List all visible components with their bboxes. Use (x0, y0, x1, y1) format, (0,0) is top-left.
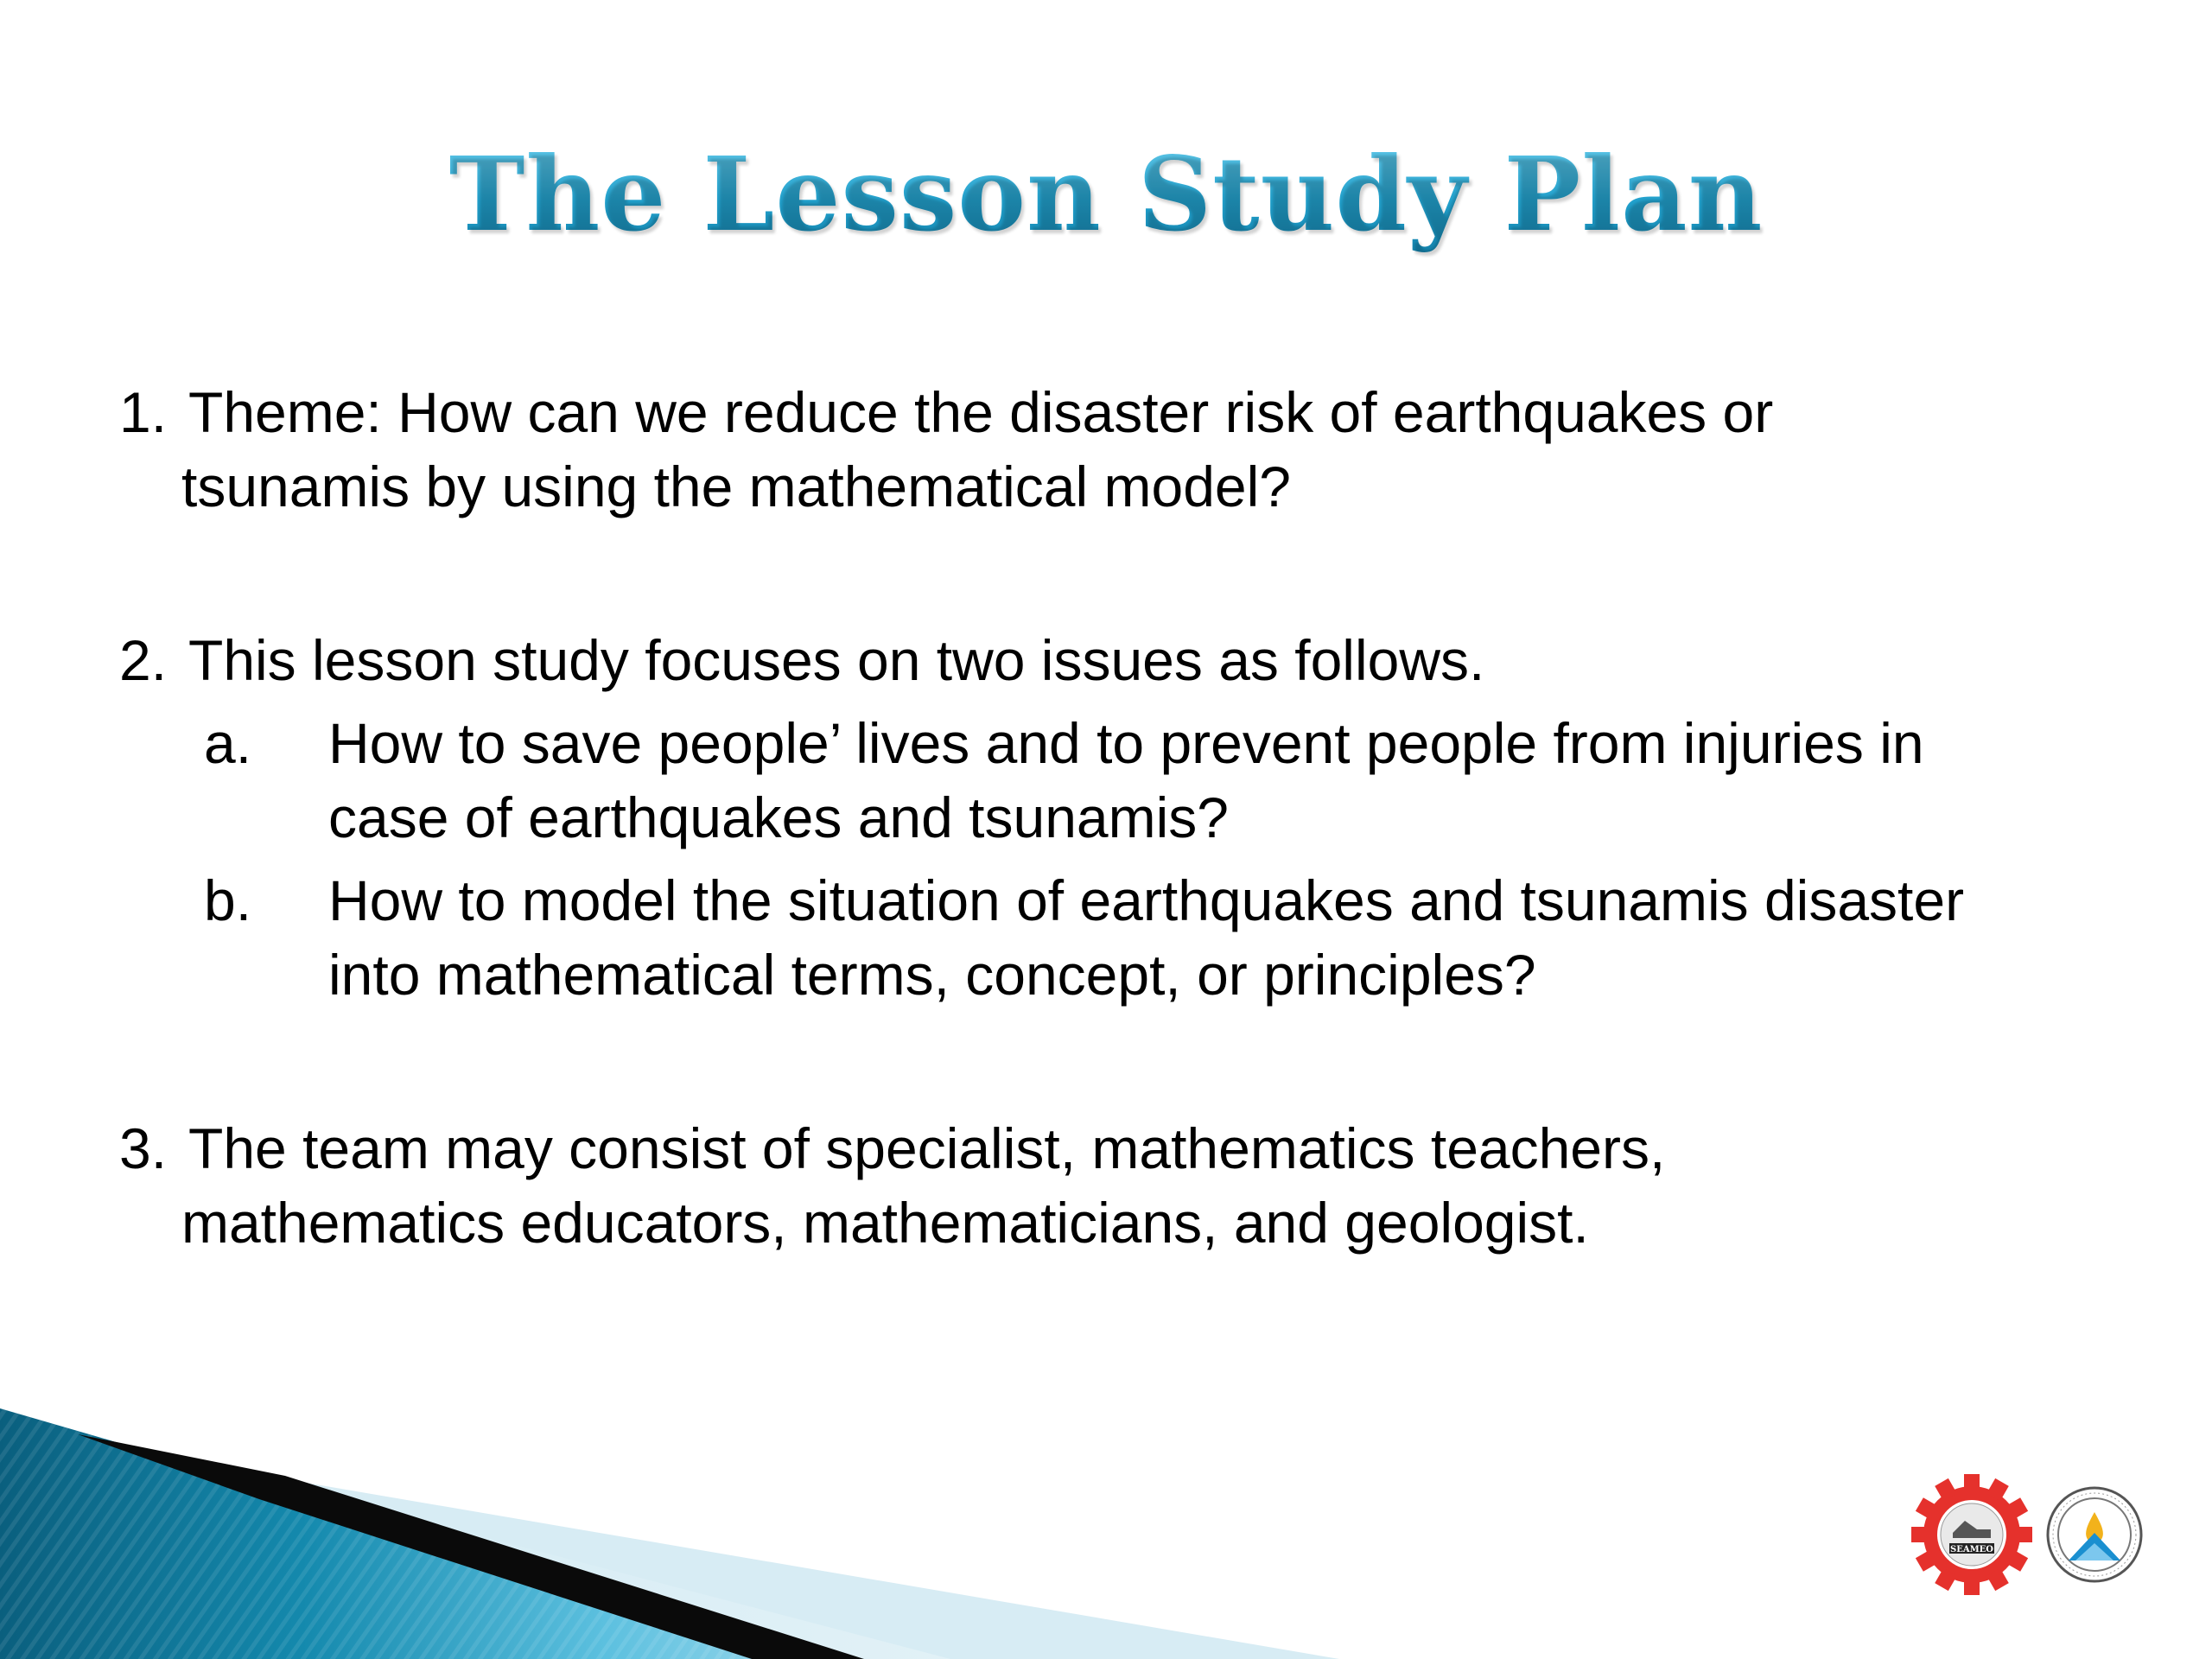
sub-item-text-line: How to model the situation of earthquakes and tsunamis disaster (328, 868, 1965, 932)
black-swoosh (78, 1434, 864, 1659)
list-item-text-line: tsunamis by using the mathematical model? (181, 454, 1291, 518)
list-item-text-line: This lesson study focuses on two issues as follows. (188, 628, 1485, 692)
teal-wedge (0, 1408, 864, 1659)
list-number: 1. (119, 380, 168, 444)
sub-item-text-line: How to save people’ lives and to prevent people from injuries in (328, 711, 1924, 775)
teal-stripes (0, 1408, 864, 1659)
list-item-text-line: Theme: How can we reduce the disaster risk of earthquakes or (188, 380, 1774, 444)
sub-item-text-line: case of earthquakes and tsunamis? (328, 785, 1229, 849)
sub-item-label: a. (204, 711, 252, 775)
logos (1911, 1465, 2153, 1604)
list-item-text-line: mathematics educators, mathematicians, and geologist. (181, 1191, 1589, 1255)
pale-band (0, 1460, 1296, 1659)
seameo-logo (1911, 1474, 2032, 1595)
list-number: 3. (119, 1116, 168, 1180)
sub-item-label: b. (204, 868, 252, 932)
list-item-text-line: The team may consist of specialist, mathematics teachers, (188, 1116, 1666, 1180)
seameo-logo-label: SEAMEO (1949, 1545, 1994, 1554)
sub-item-text-line: into mathematical terms, concept, or principles? (328, 943, 1536, 1007)
slide-title: The Lesson Study Plan (0, 130, 2212, 259)
list-number: 2. (119, 628, 168, 692)
light-wedge (225, 1469, 1339, 1659)
centre-logo (2048, 1488, 2141, 1581)
